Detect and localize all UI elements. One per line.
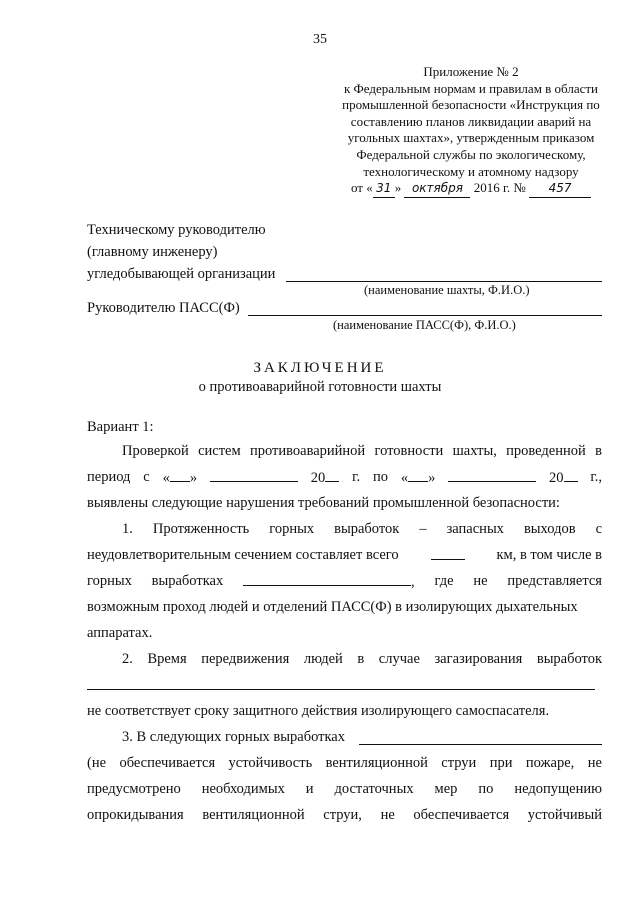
item3-line4 (87, 807, 602, 824)
word: запасных (446, 521, 504, 537)
word: г. (352, 469, 361, 485)
word: вентиляционной (325, 755, 428, 771)
word: и (305, 781, 314, 797)
addressee-line-1: Техническому руководителю (87, 222, 266, 238)
item2-line3: не соответствует сроку защитного действия изолирующего самоспасателя. (87, 703, 550, 719)
word: достаточных (334, 781, 414, 797)
word: систем (198, 443, 241, 459)
word: обеспечивается (119, 755, 216, 771)
word: выработок (536, 651, 602, 667)
mine-name-caption: (наименование шахты, Ф.И.О.) (364, 283, 530, 297)
word: проведенной (506, 443, 586, 459)
date-prefix: от « (350, 180, 373, 196)
appendix-line: Приложение № 2 (423, 64, 519, 79)
word: период (87, 469, 131, 485)
word: передвижения (201, 651, 290, 667)
workings-blank-line (87, 689, 595, 690)
word: Время (147, 651, 187, 667)
document-subtitle: о противоаварийной готовности шахты (198, 379, 442, 395)
item3-line2 (87, 755, 602, 772)
item1-line4: возможным проход людей и отделений ПАСС(Ф) в изолирующих дыхательных (87, 599, 578, 615)
word: недопущению (514, 781, 602, 797)
word: готовности (374, 443, 444, 459)
word: при (489, 755, 513, 771)
appendix-line: промышленной безопасности «Инструкция по (342, 97, 600, 113)
addressee-line-4: Руководителю ПАСС(Ф) (87, 300, 240, 316)
item1-line3 (87, 573, 602, 591)
date-from-day: « » (162, 470, 198, 486)
word: не (587, 755, 602, 771)
word: с (595, 521, 602, 537)
word: выработках (151, 573, 224, 589)
item1-line5: аппаратах. (87, 625, 153, 641)
item1-line1 (122, 521, 602, 538)
appendix-line: технологическому и атомному надзору (363, 163, 579, 179)
word: обеспечивается (413, 807, 510, 823)
word: струи, (323, 807, 362, 823)
variant-label: Вариант 1: (87, 419, 154, 435)
date-to-month-blank (448, 469, 536, 482)
word: случае (378, 651, 420, 667)
addressee-line-3: угледобывающей организации (87, 266, 276, 282)
handwritten-day: 31 (373, 180, 395, 198)
item2-line1 (122, 651, 602, 668)
word: не (473, 573, 488, 589)
word: пожаре, (525, 755, 575, 771)
word: – (419, 521, 427, 537)
word: струи (441, 755, 477, 771)
item1-line2 (87, 547, 602, 564)
document-title: ЗАКЛЮЧЕНИЕ (253, 360, 387, 376)
phrase: км, в том числе в (496, 547, 602, 563)
word: людей (303, 651, 343, 667)
order-year: 2016 г. № (473, 180, 526, 196)
word: противоаварийной (249, 443, 366, 459)
word: опрокидывания (87, 807, 184, 823)
word: в (595, 443, 602, 459)
appendix-line: Федеральной службы по экологическому, (356, 146, 586, 162)
word: горных (87, 573, 132, 589)
word: 2. (122, 651, 133, 667)
word: по (372, 469, 388, 485)
word: устойчивый (527, 807, 602, 823)
word: выработок (334, 521, 400, 537)
date-from-year: 20 (311, 469, 340, 487)
item3-workings-blank (359, 744, 602, 745)
date-to-day: « » (400, 470, 436, 486)
page-number: 35 (313, 32, 327, 47)
word: устойчивость (228, 755, 313, 771)
appendix-line: к Федеральным нормам и правилам в области (343, 80, 599, 96)
word: г., (590, 469, 602, 485)
appendix-order-line (326, 180, 616, 198)
item3-line1: 3. В следующих горных выработках (122, 729, 345, 745)
date-from-month-blank (210, 469, 298, 482)
appendix-line: угольных шахтах», утвержденным приказом (347, 130, 595, 146)
word: в (357, 651, 365, 667)
word: необходимых (201, 781, 285, 797)
paragraph1-line1 (122, 443, 602, 460)
date-to-year: 20 (549, 469, 578, 487)
mine-name-blank (286, 281, 602, 282)
phrase: неудовлетворительным сечением составляет всего (87, 547, 399, 563)
word: шахты, (452, 443, 497, 459)
word: горных (269, 521, 315, 537)
length-blank (431, 547, 465, 560)
word: Проверкой (122, 443, 189, 459)
item3-line3 (87, 781, 602, 798)
paragraph1-line2 (87, 469, 602, 487)
word: не (380, 807, 395, 823)
appendix-block (326, 64, 616, 198)
word: где (434, 573, 454, 589)
word: Протяженность (152, 521, 250, 537)
word: с (143, 469, 150, 485)
date-mid: » (394, 180, 402, 196)
pass-name-caption: (наименование ПАСС(Ф), Ф.И.О.) (333, 318, 516, 332)
handwritten-number: 457 (529, 180, 591, 198)
handwritten-month: октября (404, 180, 470, 198)
word: (не (87, 755, 107, 771)
pass-name-blank (248, 315, 602, 316)
word: 1. (122, 521, 133, 537)
word: по (478, 781, 494, 797)
workings-blank: , (243, 573, 415, 591)
appendix-line: составлению планов ликвидации аварий на (350, 113, 592, 129)
word: представляется (507, 573, 602, 589)
word: вентиляционной (202, 807, 305, 823)
addressee-line-2: (главному инженеру) (87, 244, 218, 260)
word: мер (434, 781, 458, 797)
word: предусмотрено (87, 781, 181, 797)
word: выходов (523, 521, 576, 537)
word: загазирования (434, 651, 523, 667)
paragraph1-line3: выявлены следующие нарушения требований промышленной безопасности: (87, 495, 560, 511)
